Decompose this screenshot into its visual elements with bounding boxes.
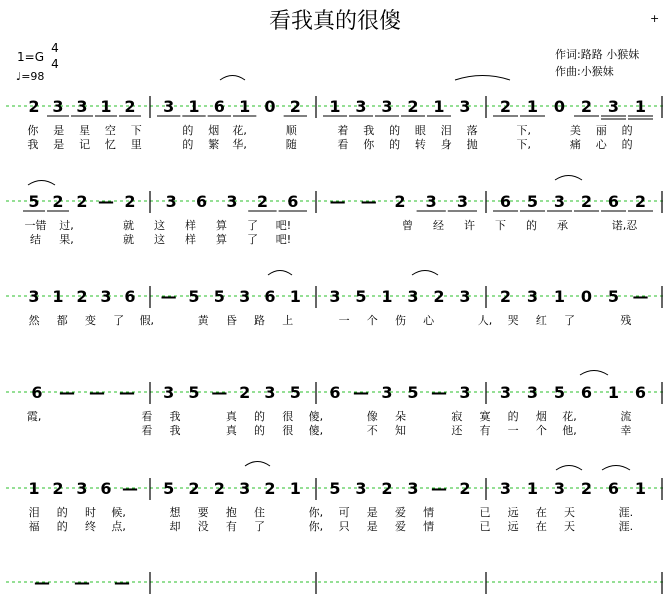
note: 1 [607,383,620,402]
slur-arc [268,271,292,276]
note: — [431,479,447,498]
lyric-char: 时 [84,506,96,519]
lyric-char: 抛 [466,138,478,151]
lyric-char: 住 [254,506,266,519]
lyric-char: 抱 [225,506,237,519]
lyric-char: 里 [130,138,142,151]
lyric-char: 就 [123,219,134,232]
note: 6 [31,383,43,402]
note: 5 [163,479,175,498]
note: 2 [76,287,88,306]
note: 5 [407,383,419,402]
lyric-char: 的 [56,520,68,533]
lyric-char: 样 [185,233,196,246]
note: 3 [165,192,177,211]
lyric-char: 样 [185,219,196,232]
lyric-char: 泪 [440,124,452,137]
note: — [114,573,130,592]
lyric-char: 经 [433,219,444,232]
note: 5 [188,383,200,402]
note: 2 [28,97,40,116]
lyric-char: 算 [216,233,227,246]
lyric-char: 真 [225,410,237,423]
note: 2 [381,479,393,498]
lyric-char: 烟 [208,124,220,137]
note: 2 [459,479,471,498]
lyric-char: 美 [569,124,581,137]
note: 1 [28,479,40,498]
note: 2 [634,192,647,211]
lyric-char: 的 [621,138,633,151]
note: — [119,383,135,402]
note: 3 [76,479,88,498]
corner-plus-mark: + [650,12,660,25]
lyric-char: 已 [479,520,491,533]
note: 1 [52,287,64,306]
note: 3 [459,383,471,402]
lyric-char: 记 [79,138,91,151]
note: — [59,383,75,402]
lyric-char: 空 [104,124,116,137]
note: 2 [580,97,593,116]
lyric-char: 寂 [451,410,463,423]
lyric-char: 的 [389,138,401,151]
lyric-char: 流 [620,410,632,423]
lyric-char: 的 [621,124,633,137]
note: 5 [355,287,367,306]
lyric-char: 终 [84,520,96,533]
lyric-char: 很 [282,410,294,423]
lyric-char: 可 [338,506,350,519]
lyric-char: 上 [282,314,294,327]
slur-arc [220,76,245,81]
lyric-char: 华, [232,138,247,151]
note: 3 [355,479,367,498]
note: 3 [264,383,276,402]
note: 3 [459,97,471,116]
lyric-char: 一 [338,314,350,327]
lyric-char: 点, [111,520,126,533]
note: 5 [553,383,566,402]
lyric-char: 就 [123,233,134,246]
note: 3 [239,479,251,498]
note: 3 [239,287,251,306]
note: 6 [264,287,276,306]
lyric-char: 爱 [394,520,406,533]
lyric-char: 是 [53,138,65,151]
note: 2 [394,192,406,211]
note: — [160,287,177,306]
lyric-char: 你 [363,138,375,151]
note: 2 [188,479,200,498]
lyric-char: 忆 [104,138,116,151]
lyric-char: 伤 [394,314,406,327]
lyric-char: 落 [466,124,478,137]
slur-arc [245,462,270,467]
lyric-char: 你 [27,124,39,137]
lyric-char: 曾 [402,219,413,232]
note: 1 [289,287,301,306]
note: 3 [76,97,88,116]
lyric-char: 看 [141,410,153,423]
lyric-char: 身 [440,138,452,151]
note: 5 [526,192,539,211]
note: — [122,479,138,498]
lyric-char: 结 [30,233,41,246]
lyric-char: 霞, [26,410,42,423]
note: 2 [433,287,445,306]
lyric-char: 眼 [414,124,426,137]
lyric-char: 丽 [595,124,607,137]
note: 2 [52,479,64,498]
lyric-char: 在 [535,506,547,519]
slur-arc [556,466,582,471]
lyricist-credit: 作词:路路 小猴妹 [555,48,640,61]
lyric-char: 很 [282,424,294,437]
slur-arc [580,371,608,376]
note: 6 [580,383,593,402]
note: 6 [213,97,225,116]
note: 2 [407,97,419,116]
lyric-char: 涯. [618,520,634,533]
slur-arc [602,466,630,471]
lyric-char: 假, [139,314,155,327]
lyric-char: 繁 [208,138,220,151]
lyric-char: 诺,忍 [611,219,638,232]
note: 3 [52,97,64,116]
lyric-char: 看 [337,138,349,151]
lyric-char: 承 [557,219,568,232]
time-signature-top: 4 [51,41,59,55]
lyric-char: 你, [308,506,324,519]
note: 2 [239,383,251,402]
note: 6 [287,192,299,211]
lyric-char: 这 [154,219,165,232]
lyric-char: 的 [182,124,194,137]
lyric-char: 随 [285,138,297,151]
lyric-char: 天 [564,520,576,533]
lyric-char: 心 [423,314,435,327]
note: 3 [607,97,620,116]
note: 1 [239,97,251,116]
note: 3 [499,383,512,402]
time-signature-bottom: 4 [51,57,59,71]
lyric-char: 下 [130,124,142,137]
note: 5 [213,287,225,306]
lyric-char: 候, [111,506,126,519]
note: 1 [526,479,539,498]
lyric-char: 一 [507,424,519,437]
lyric-char: 我 [169,424,181,437]
song-title: 看我真的很傻 [268,9,401,34]
note: 1 [188,97,200,116]
note: 3 [100,287,112,306]
note: 5 [289,383,301,402]
lyric-char: 了 [247,233,258,246]
note: 2 [289,97,301,116]
lyric-char: 像 [366,410,378,423]
note: 3 [526,383,539,402]
note: 1 [433,97,445,116]
lyric-char: 幸 [620,424,632,437]
lyric-char: 已 [479,506,491,519]
lyric-char: 这 [154,233,165,246]
lyric-char: 想 [169,506,181,519]
slur-arc [28,181,55,186]
note: 3 [28,287,40,306]
note: 6 [329,383,341,402]
note: — [34,573,50,592]
slur-arc [412,271,438,276]
note: 0 [553,97,566,116]
note: 1 [289,479,301,498]
lyric-char: 转 [414,138,426,151]
note: 3 [456,192,468,211]
note: 2 [499,97,512,116]
note: 6 [634,383,647,402]
tempo-value: =98 [21,70,45,83]
lyric-char: 有 [225,520,237,533]
note: — [632,287,649,306]
note: 3 [526,287,539,306]
lyric-char: 下, [516,124,531,137]
note: — [211,383,228,402]
lyric-char: 一错 [24,219,47,232]
note: 1 [100,97,112,116]
lyric-char: 心 [595,138,607,151]
lyric-char: 个 [535,424,547,437]
note: 1 [634,97,647,116]
note: 3 [163,97,175,116]
note: 6 [124,287,136,306]
lyric-char: 人, [477,314,493,327]
note: 2 [124,192,136,211]
note: 1 [329,97,341,116]
note: — [329,192,346,211]
note: 6 [196,192,208,211]
lyric-char: 了 [564,314,576,327]
slur-arc [455,76,510,81]
lyric-char: 不 [366,424,378,437]
lyric-char: 涯. [618,506,634,519]
note: 2 [213,479,225,498]
lyric-char: 真 [225,424,237,437]
lyric-char: 都 [56,314,68,327]
lyric-char: 了 [113,314,125,327]
note: 2 [256,192,268,211]
lyric-char: 个 [366,314,378,327]
lyric-char: 的 [507,410,519,423]
lyric-char: 着 [337,124,349,137]
lyric-char: 红 [535,314,547,327]
note: 3 [329,287,341,306]
lyric-char: 的 [389,124,401,137]
lyric-char: 我 [27,138,39,151]
lyric-char: 泪 [28,506,40,519]
note: 3 [226,192,238,211]
note: 3 [407,479,419,498]
lyric-char: 昏 [225,314,237,327]
lyric-char: 傻, [308,424,324,437]
lyric-char: 花, [562,410,577,423]
composer-credit: 作曲:小猴妹 [555,65,614,78]
slur-arc [555,176,582,181]
note: 3 [407,287,419,306]
note: 2 [76,192,88,211]
lyric-char: 路 [254,314,266,327]
lyric-char: 许 [464,219,475,232]
lyric-char: 天 [564,506,576,519]
note: 6 [100,479,112,498]
note: 2 [580,192,593,211]
note: 1 [526,97,539,116]
lyric-char: 的 [254,424,266,437]
lyric-char: 远 [507,520,519,533]
note: 2 [264,479,276,498]
lyric-char: 星 [79,124,91,137]
note: 1 [381,287,393,306]
lyric-char: 在 [535,520,547,533]
note: — [89,383,105,402]
note: 3 [499,479,512,498]
lyric-char: 朵 [394,410,406,423]
note: 2 [124,97,136,116]
lyric-char: 要 [197,506,209,519]
note: — [74,573,90,592]
lyric-char: 的 [254,410,266,423]
note: — [360,192,377,211]
lyric-char: 情 [423,506,435,519]
lyric-char: 了 [247,219,258,232]
note: 6 [499,192,512,211]
lyric-char: 下, [516,138,531,151]
lyric-char: 然 [28,314,40,327]
lyric-char: 有 [479,424,491,437]
note: 3 [355,97,367,116]
lyric-char: 哭 [507,314,519,327]
lyric-char: 没 [197,520,209,533]
lyric-char: 我 [169,410,181,423]
lyric-char: 黄 [197,314,209,327]
lyric-char: 残 [620,314,632,327]
lyric-char: 远 [507,506,519,519]
lyric-char: 下 [495,219,506,232]
note: 3 [381,383,393,402]
lyric-char: 寞 [479,410,491,423]
note: 1 [634,479,647,498]
lyric-char: 还 [451,424,463,437]
note: 3 [553,479,566,498]
note: 6 [607,192,620,211]
note: 1 [553,287,566,306]
lyric-char: 只 [338,520,350,533]
lyric-char: 福 [28,520,40,533]
note: — [431,383,447,402]
key-signature: 1=G [17,50,44,64]
lyric-char: 痛 [569,138,581,151]
note: 5 [28,192,40,211]
lyric-char: 却 [169,520,181,533]
note: 5 [188,287,200,306]
lyric-char: 是 [366,520,378,533]
lyric-char: 花, [232,124,247,137]
lyric-char: 吧! [275,219,292,232]
quarter-note-icon: ♩ [16,70,22,83]
note: 0 [264,97,276,116]
lyric-char: 看 [141,424,153,437]
lyric-char: 的 [182,138,194,151]
lyric-char: 傻, [308,410,324,423]
lyric-char: 情 [423,520,435,533]
lyric-char: 是 [53,124,65,137]
note: 6 [607,479,620,498]
note: 3 [553,192,566,211]
note: 2 [499,287,512,306]
lyric-char: 变 [84,314,96,327]
lyric-char: 爱 [394,506,406,519]
lyric-char: 他, [562,424,577,437]
note: 3 [425,192,437,211]
lyric-char: 算 [216,219,227,232]
lyric-char: 过, [59,219,74,232]
lyric-char: 我 [363,124,375,137]
note: 3 [459,287,471,306]
lyric-char: 的 [526,219,537,232]
note: — [353,383,369,402]
lyric-char: 的 [56,506,68,519]
lyric-char: 你, [308,520,324,533]
note: 2 [52,192,64,211]
note: 0 [580,287,593,306]
note: 3 [163,383,175,402]
lyric-char: 烟 [535,410,547,423]
note: 5 [607,287,620,306]
note: — [98,192,114,211]
note: 5 [329,479,341,498]
lyric-char: 果, [59,233,74,246]
lyric-char: 吧! [275,233,292,246]
lyric-char: 知 [394,424,406,437]
lyric-char: 了 [254,520,266,533]
lyric-char: 是 [366,506,378,519]
note: 2 [580,479,593,498]
lyric-char: 顺 [285,124,297,137]
note: 3 [381,97,393,116]
